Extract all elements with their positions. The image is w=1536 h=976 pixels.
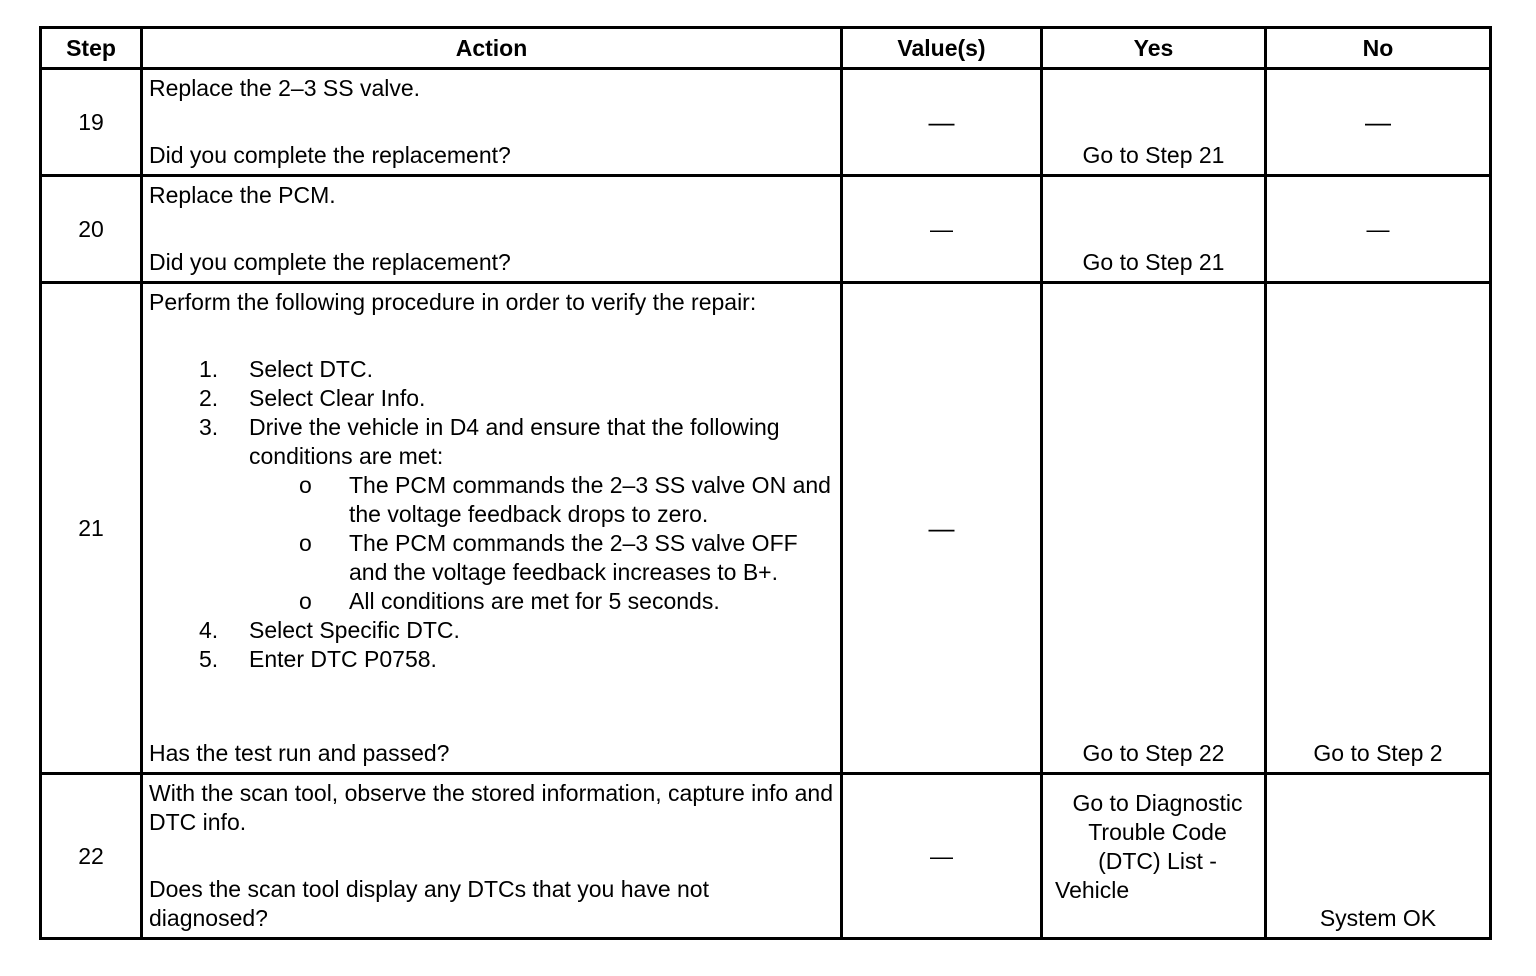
table-row: [41, 774, 1491, 939]
value-cell: —: [842, 176, 1042, 283]
value-cell: —: [842, 69, 1042, 176]
action-text: Replace the PCM.: [149, 182, 336, 208]
step-number: 19: [41, 69, 142, 176]
header-no: No: [1266, 28, 1491, 69]
action-cell: [142, 774, 842, 939]
action-question: Has the test run and passed?: [149, 740, 450, 766]
yes-cell: Go to Step 22: [1042, 283, 1266, 774]
list-item: o All conditions are met for 5 seconds.: [299, 588, 720, 614]
no-cell: Go to Step 2: [1266, 283, 1491, 774]
no-cell: —: [1266, 176, 1491, 283]
header-yes: Yes: [1042, 28, 1266, 69]
no-cell: —: [1266, 69, 1491, 176]
yes-cell: Go to Diagnostic Trouble Code (DTC) List - Vehicle: [1042, 774, 1266, 939]
action-cell: [142, 69, 842, 176]
action-question: Does the scan tool display any DTCs that you have not diagnosed?: [149, 876, 709, 931]
table-row: [41, 69, 1491, 176]
action-text: Perform the following procedure in order to verify the repair:: [149, 289, 757, 315]
table-row: [41, 283, 1491, 774]
step-number: 20: [41, 176, 142, 283]
yes-cell: Go to Step 21: [1042, 69, 1266, 176]
list-item: o The PCM commands the 2–3 SS valve ON and the voltage feedback drops to zero.: [299, 472, 831, 527]
yes-cell: Go to Step 21: [1042, 176, 1266, 283]
list-item: o The PCM commands the 2–3 SS valve OFF and the voltage feedback increases to B+.: [299, 530, 798, 585]
diagnostic-table: [39, 26, 1492, 940]
action-text: Replace the 2–3 SS valve.: [149, 75, 421, 101]
list-item: 1. Select DTC.: [199, 356, 373, 382]
no-cell: System OK: [1266, 774, 1491, 939]
list-item: 4. Select Specific DTC.: [199, 617, 460, 643]
action-question: Did you complete the replacement?: [149, 142, 511, 168]
action-cell: [142, 283, 842, 774]
header-step: Step: [41, 28, 142, 69]
procedure-list: [149, 355, 834, 674]
conditions-list: [249, 471, 834, 616]
action-question: Did you complete the replacement?: [149, 249, 511, 275]
list-item: 5. Enter DTC P0758.: [199, 646, 437, 672]
header-values: Value(s): [842, 28, 1042, 69]
action-cell: [142, 176, 842, 283]
table-row: [41, 176, 1491, 283]
action-text: With the scan tool, observe the stored information, capture info and DTC info.: [149, 780, 833, 835]
list-item: 3. Drive the vehicle in D4 and ensure that the following conditions are met: o The PCM commands the 2–3 SS valve ON and the voltage feedback drops to zero. o The PCM commands the 2–3 SS valve OFF and the voltage feedback increases to B+. o All conditions are met for 5 seconds.: [149, 413, 834, 616]
header-row: [41, 28, 1491, 69]
value-cell: —: [842, 774, 1042, 939]
step-number: 21: [41, 283, 142, 774]
value-cell: —: [842, 283, 1042, 774]
step-number: 22: [41, 774, 142, 939]
header-action: Action: [142, 28, 842, 69]
list-item: 2. Select Clear Info.: [199, 385, 426, 411]
